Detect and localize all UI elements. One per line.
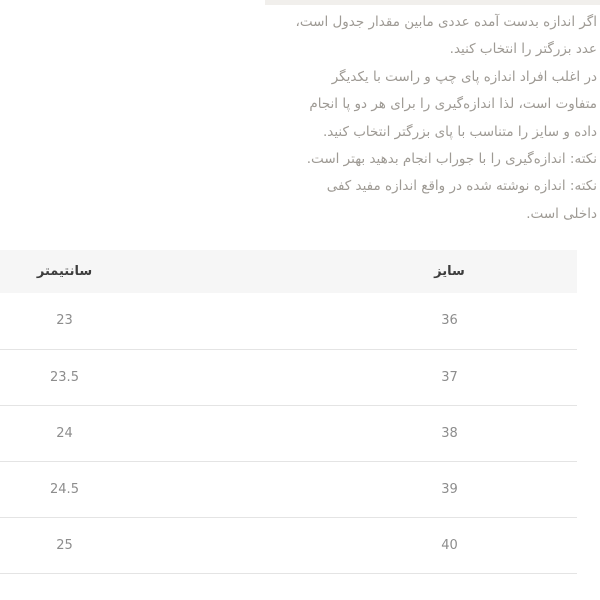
instruction-line: داده و سایز را متناسب با پای بزرگتر انتخاب کنید.: [322, 123, 597, 140]
instruction-line: نکته: اندازه‌گیری را با جوراب انجام بدهید بهتر است.: [306, 151, 597, 168]
size-conversion-table: [0, 250, 577, 574]
table-row: [0, 461, 577, 517]
cell-size: 37: [322, 349, 577, 405]
table-row: [0, 293, 577, 349]
cell-centimeter: 24.5: [0, 461, 322, 517]
table-body: [0, 293, 577, 573]
cell-centimeter: 25: [0, 517, 322, 573]
measurement-instructions: [252, 9, 597, 228]
instruction-line: نکته: اندازه نوشته شده در واقع اندازه مفید کفی: [326, 178, 597, 195]
instruction-line: متفاوت است، لذا اندازه‌گیری را برای هر دو پا انجام: [309, 96, 597, 113]
cell-centimeter: 23: [0, 293, 322, 349]
instruction-line: در اغلب افراد اندازه پای چپ و راست با یکدیگر: [331, 68, 597, 85]
cell-centimeter: 23.5: [0, 349, 322, 405]
column-header-centimeter: سانتیمتر: [0, 250, 322, 293]
column-header-size: سایز: [322, 250, 577, 293]
instruction-line: اگر اندازه بدست آمده عددی مابین مقدار جدول است،: [295, 14, 597, 30]
table-row: [0, 517, 577, 573]
table-row: [0, 349, 577, 405]
cell-size: 39: [322, 461, 577, 517]
table-row: [0, 405, 577, 461]
cell-size: 38: [322, 405, 577, 461]
cutoff-element-top: [265, 0, 600, 5]
instruction-line: داخلی است.: [526, 205, 597, 222]
cell-size: 40: [322, 517, 577, 573]
cell-size: 36: [322, 293, 577, 349]
instruction-line: عدد بزرگتر را انتخاب کنید.: [449, 41, 597, 58]
cell-centimeter: 24: [0, 405, 322, 461]
table-header-row: [0, 250, 577, 293]
